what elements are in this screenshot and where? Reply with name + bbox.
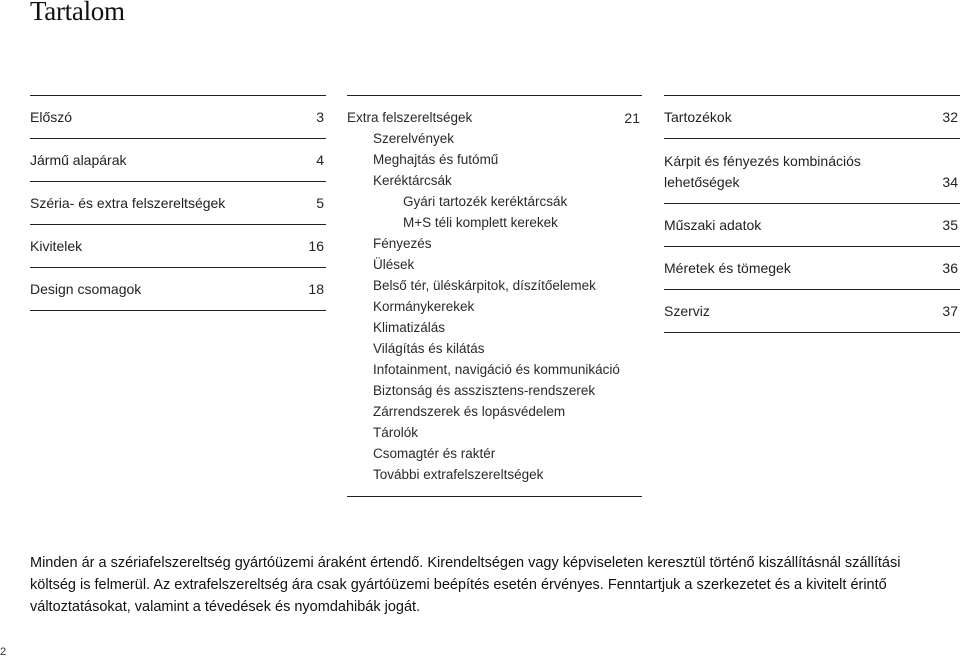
- toc-subentry[interactable]: [347, 150, 642, 171]
- toc-subentry-label: Fényezés: [373, 236, 432, 251]
- toc-subentry[interactable]: [347, 297, 642, 318]
- toc-entry-label-continued: lehetőségek: [664, 174, 740, 190]
- toc-section: [347, 95, 642, 486]
- toc-subentry-label: Ülések: [373, 257, 415, 272]
- toc-entry-page: 5: [316, 195, 324, 211]
- toc-entry[interactable]: [30, 138, 326, 181]
- divider: [347, 496, 642, 497]
- toc-subentry[interactable]: [347, 213, 642, 234]
- toc-entry-label: Méretek és tömegek: [664, 260, 791, 276]
- toc-entry[interactable]: [664, 138, 960, 203]
- toc-subentry-label: Belső tér, üléskárpitok, díszítőelemek: [373, 278, 596, 293]
- toc-column-3: [664, 95, 960, 333]
- toc-entry[interactable]: [664, 203, 960, 246]
- toc-entry-page: 18: [308, 281, 324, 297]
- toc-subentry-label: További extrafelszereltségek: [373, 467, 544, 482]
- toc-entry-page: 37: [942, 303, 958, 319]
- toc-entry-page: 16: [308, 238, 324, 254]
- toc-subentry-label: Infotainment, navigáció és kommunikáció: [373, 362, 620, 377]
- toc-subentry[interactable]: [347, 318, 642, 339]
- toc-subentry-label: Keréktárcsák: [373, 173, 452, 188]
- toc-subentry[interactable]: [347, 339, 642, 360]
- toc-entry[interactable]: [664, 246, 960, 289]
- toc-entry-page: 32: [942, 109, 958, 125]
- toc-subentry[interactable]: [347, 171, 642, 192]
- divider: [30, 310, 326, 311]
- toc-column-1: [30, 95, 326, 311]
- toc-entry[interactable]: [664, 289, 960, 332]
- toc-entry-label: Előszó: [30, 109, 73, 125]
- toc-entry[interactable]: [30, 181, 326, 224]
- toc-entry-label: Jármű alapárak: [30, 152, 127, 168]
- toc-subentry-label: Zárrendszerek és lopásvédelem: [373, 404, 566, 419]
- toc-column-2: [347, 95, 642, 497]
- toc-entry-label: Kárpit és fényezés kombinációs: [664, 153, 861, 169]
- toc-subentry-label: Világítás és kilátás: [373, 341, 485, 356]
- toc-entry[interactable]: [347, 108, 642, 129]
- toc-subentry[interactable]: [347, 234, 642, 255]
- toc-entry[interactable]: [30, 224, 326, 267]
- toc-subentry[interactable]: [347, 402, 642, 423]
- toc-subentry[interactable]: [347, 444, 642, 465]
- toc-entry-label: Extra felszereltségek: [347, 110, 473, 125]
- toc-subentry[interactable]: [347, 276, 642, 297]
- toc-subentry[interactable]: [347, 192, 642, 213]
- price-notice: Minden ár a szériafelszereltség gyártóüzemi áraként értendő. Kirendeltségen vagy képviseleten keresztül történő kiszállításnál szállítási költség is felmerül. Az extrafelszereltség ára csak gyártóüzemi beépítés esetén érvényes. Fenntartjuk a szerkezetet és a kivitelt érintő változtatásokat, valamint a tévedések és nyomdahibák jogát.: [30, 555, 901, 615]
- toc-subentry-label: Csomagtér és raktér: [373, 446, 496, 461]
- toc-entry-page: 3: [316, 109, 324, 125]
- toc-subentry[interactable]: [347, 255, 642, 276]
- toc-subentry[interactable]: [347, 360, 642, 381]
- toc-entry-page: 35: [942, 217, 958, 233]
- toc-subentry[interactable]: [347, 129, 642, 150]
- toc-entry-label: Tartozékok: [664, 109, 732, 125]
- divider: [664, 332, 960, 333]
- toc-entry[interactable]: [664, 95, 960, 138]
- toc-entry-page: 21: [624, 110, 640, 126]
- toc-entry-label: Szerviz: [664, 303, 710, 319]
- toc-entry-page: 36: [942, 260, 958, 276]
- toc-entry[interactable]: [30, 95, 326, 138]
- toc-entry-page: 34: [942, 174, 958, 190]
- toc-subentry-label: Tárolók: [373, 425, 419, 440]
- toc-subentry-label: Klimatizálás: [373, 320, 446, 335]
- toc-entry-label: Széria- és extra felszereltségek: [30, 195, 226, 211]
- toc-subentry-label: Szerelvények: [373, 131, 455, 146]
- toc-subentry-label: Kormánykerekek: [373, 299, 475, 314]
- toc-entry-label: Kivitelek: [30, 238, 83, 254]
- toc-entry-label: Műszaki adatok: [664, 217, 762, 233]
- page-number: 2: [0, 646, 7, 658]
- toc-entry-page: 4: [316, 152, 324, 168]
- toc-subentry[interactable]: [347, 381, 642, 402]
- toc-subentry-label: Meghajtás és futómű: [373, 152, 499, 167]
- toc-subentry[interactable]: [347, 465, 642, 486]
- page-title: Tartalom: [30, 0, 125, 26]
- toc-subentry-label: Gyári tartozék keréktárcsák: [403, 194, 568, 209]
- toc-subentry[interactable]: [347, 423, 642, 444]
- toc-subentry-label: Biztonság és asszisztens-rendszerek: [373, 383, 596, 398]
- toc-entry-label: Design csomagok: [30, 281, 142, 297]
- toc-entry[interactable]: [30, 267, 326, 310]
- toc-subentry-label: M+S téli komplett kerekek: [403, 215, 558, 230]
